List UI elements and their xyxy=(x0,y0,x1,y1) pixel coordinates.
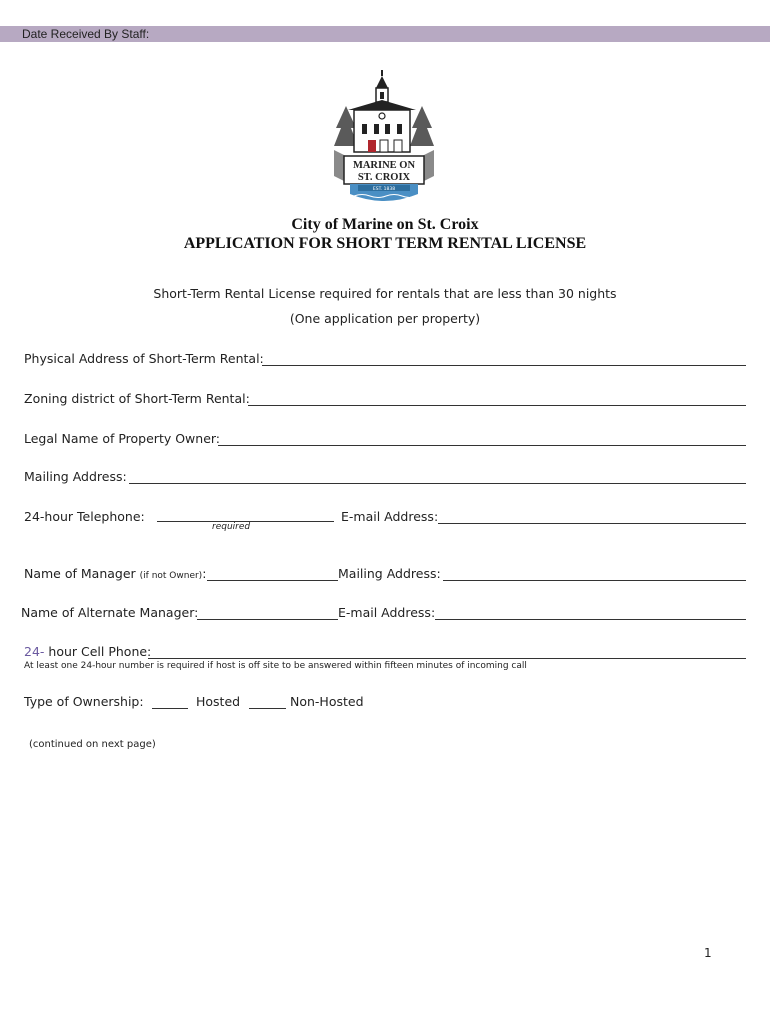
legal-name-field[interactable] xyxy=(218,445,746,446)
staff-received-label: Date Received By Staff: xyxy=(22,27,150,41)
telephone-required-note: required xyxy=(212,522,251,532)
physical-address-label: Physical Address of Short-Term Rental: xyxy=(24,351,264,366)
non-hosted-option-label: Non-Hosted xyxy=(290,694,364,709)
cell-phone-label xyxy=(24,644,151,659)
manager-name-note: (if not Owner) xyxy=(139,571,203,581)
alternate-email-field[interactable] xyxy=(435,619,746,620)
continued-note: (continued on next page) xyxy=(29,739,156,750)
cell-phone-field[interactable] xyxy=(148,658,746,659)
logo-est: EST. 1838 xyxy=(372,187,396,192)
alternate-email-label: E-mail Address: xyxy=(338,605,436,620)
intro-line-2: (One application per property) xyxy=(289,311,481,326)
manager-mailing-field[interactable] xyxy=(443,580,746,581)
cell-phone-prefix: 24- xyxy=(24,644,45,659)
staff-received-bar xyxy=(0,26,770,42)
legal-name-label: Legal Name of Property Owner: xyxy=(24,431,221,446)
hosted-blank[interactable] xyxy=(152,708,188,709)
page-number: 1 xyxy=(704,946,712,960)
manager-name-text: Name of Manager xyxy=(24,566,136,581)
city-title: City of Marine on St. Croix xyxy=(291,216,479,233)
manager-mailing-label: Mailing Address: xyxy=(338,566,441,581)
logo-line2: ST. CROIX xyxy=(357,172,411,183)
zoning-district-field[interactable] xyxy=(248,405,746,406)
ownership-label: Type of Ownership: xyxy=(24,694,144,709)
physical-address-field[interactable] xyxy=(262,365,746,366)
email-label: E-mail Address: xyxy=(341,509,439,524)
hosted-option-label: Hosted xyxy=(196,694,241,709)
application-title: APPLICATION FOR SHORT TERM RENTAL LICENSE xyxy=(183,235,587,252)
zoning-district-label: Zoning district of Short-Term Rental: xyxy=(24,391,250,406)
email-field[interactable] xyxy=(438,523,746,524)
manager-name-label: Name of Manager (if not Owner): xyxy=(24,566,207,581)
mailing-address-field[interactable] xyxy=(129,483,746,484)
city-seal-logo xyxy=(332,66,436,206)
intro-line-1: Short-Term Rental License required for rentals that are less than 30 nights xyxy=(153,286,617,301)
cell-phone-note: At least one 24-hour number is required if host is off site to be answered within fifteen minutes of incoming call xyxy=(24,661,527,671)
alternate-manager-label: Name of Alternate Manager: xyxy=(21,605,199,620)
cell-phone-text: hour Cell Phone: xyxy=(44,644,152,659)
non-hosted-blank[interactable] xyxy=(249,708,286,709)
logo-line1: MARINE ON xyxy=(352,160,416,171)
alternate-manager-field[interactable] xyxy=(197,619,338,620)
telephone-label: 24-hour Telephone: xyxy=(24,509,145,524)
mailing-address-label: Mailing Address: xyxy=(24,469,127,484)
manager-name-field[interactable] xyxy=(207,580,338,581)
